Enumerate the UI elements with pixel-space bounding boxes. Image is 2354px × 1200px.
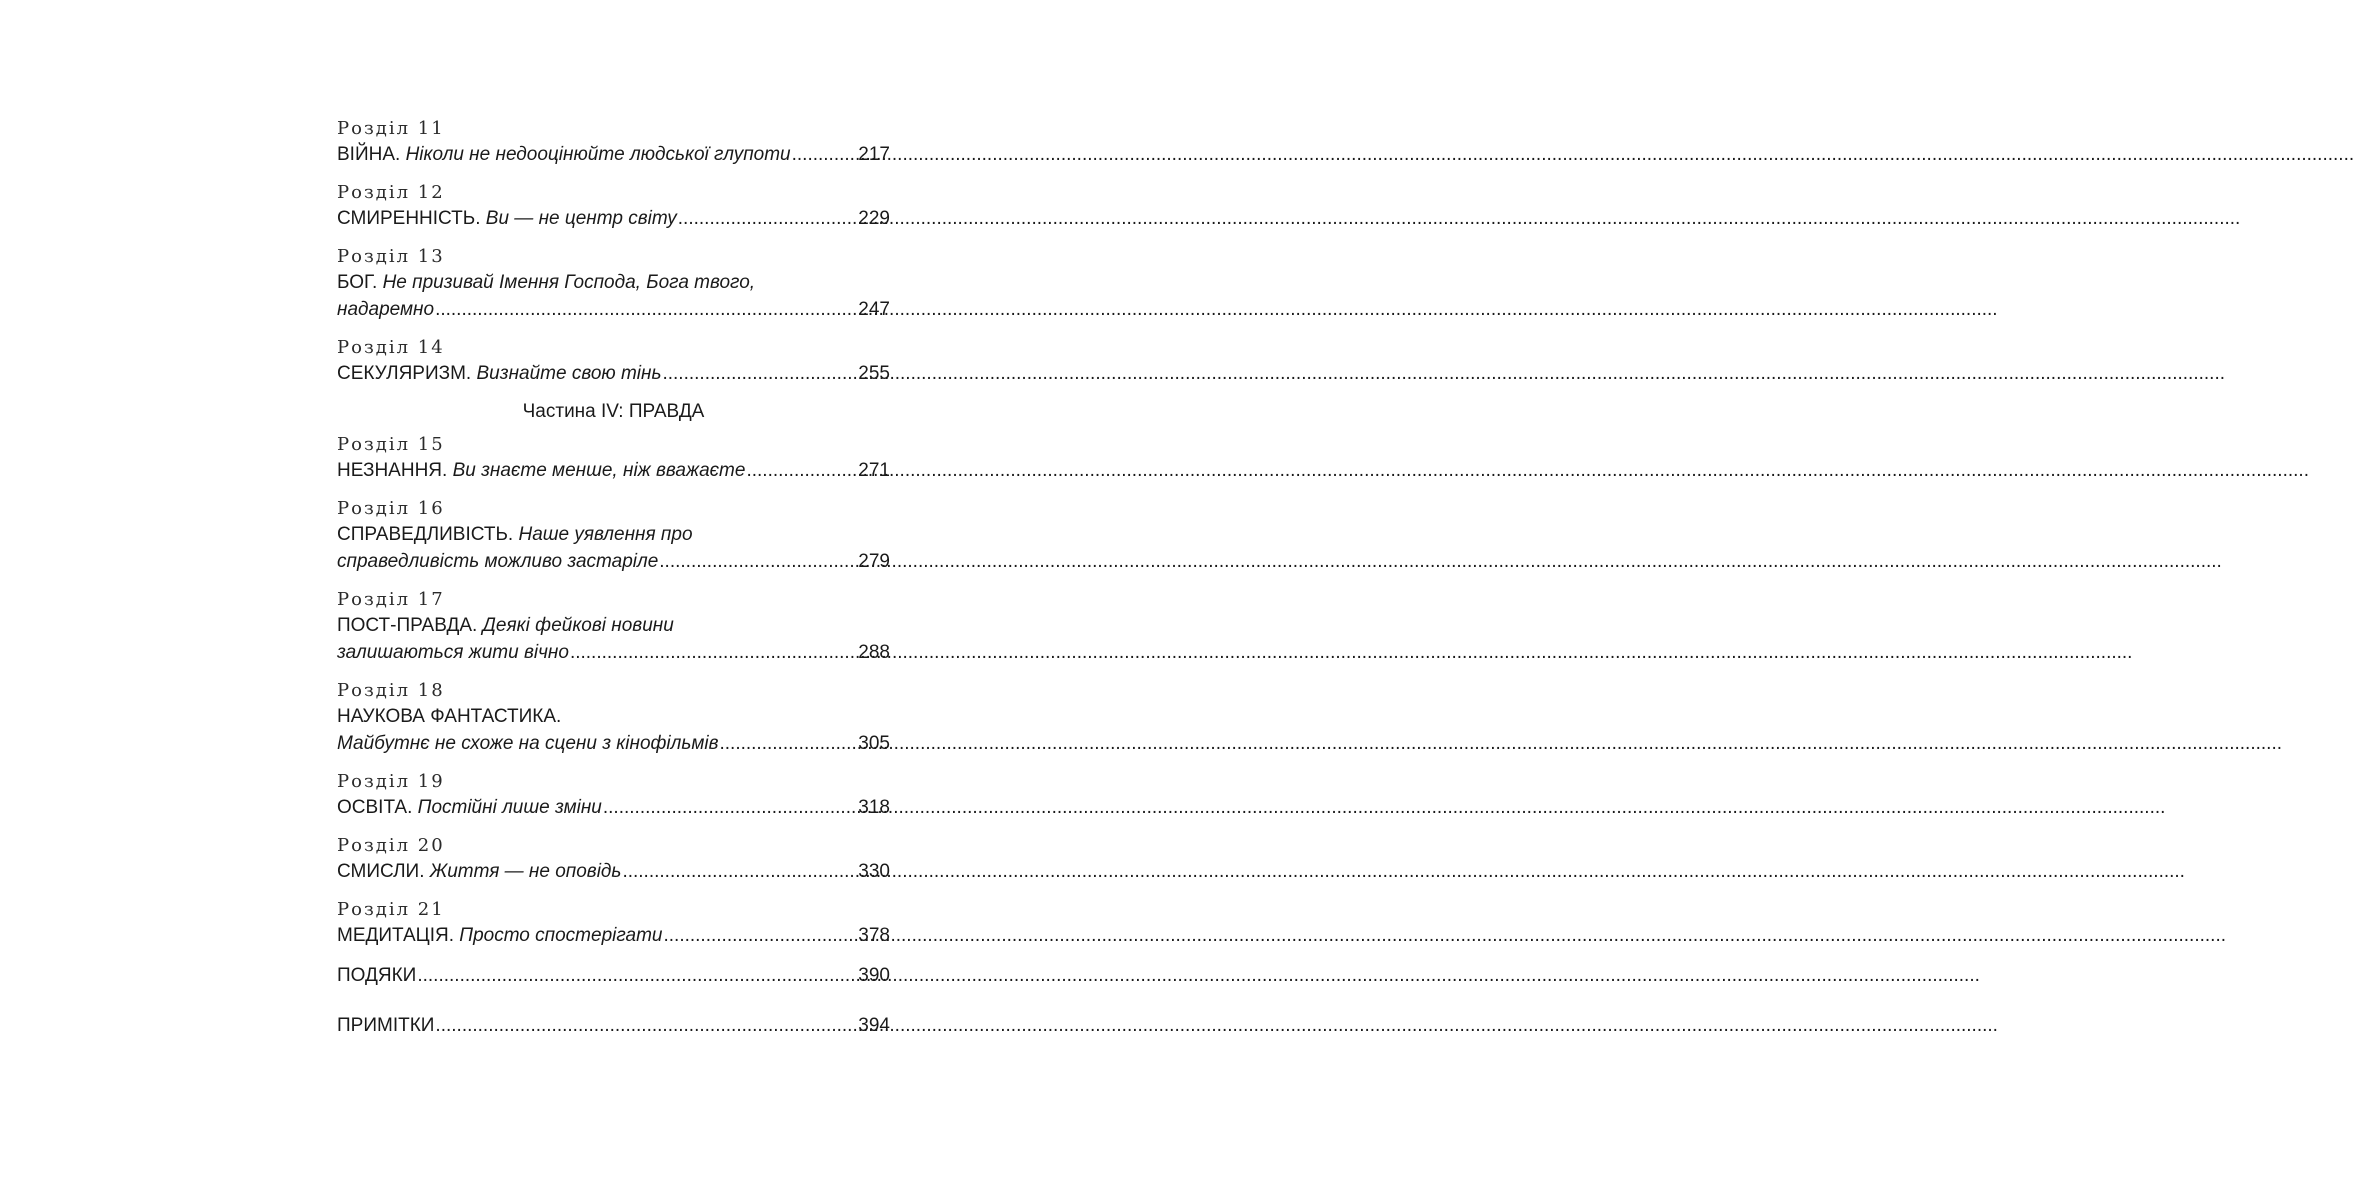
leader-dots <box>570 639 857 666</box>
toc-line <box>337 730 890 757</box>
leader-dots <box>417 962 857 989</box>
page-number: 217 <box>858 144 890 165</box>
toc-line <box>337 703 890 730</box>
leader-dots <box>659 548 857 575</box>
chapter-subtitle: справедливість можливо застаріле <box>337 551 659 572</box>
toc-line <box>337 296 890 323</box>
chapter-label: Розділ 16 <box>337 498 445 519</box>
back-matter-title: ПОДЯКИ <box>337 965 417 986</box>
chapter-subtitle: Ви знаєте менше, ніж вважаєте <box>452 460 746 481</box>
page-number: 288 <box>858 642 890 663</box>
toc-entry-chapter-18 <box>337 679 890 757</box>
chapter-subtitle: Не призивай Імення Господа, Бога твого, <box>382 272 756 293</box>
chapter-label: Розділ 17 <box>337 589 445 610</box>
chapter-title: НАУКОВА ФАНТАСТИКА. <box>337 706 562 727</box>
toc-entry-chapter-13 <box>337 245 890 323</box>
chapter-subtitle: залишаються жити вічно <box>337 642 569 663</box>
chapter-title: СПРАВЕДЛИВІСТЬ. <box>337 524 519 545</box>
toc-entry-chapter-14 <box>337 336 890 387</box>
toc-entry-chapter-20 <box>337 834 890 885</box>
chapter-subtitle: Ніколи не недооцінюйте людської глупоти <box>405 144 791 165</box>
leader-dots <box>435 1012 857 1039</box>
leader-dots <box>663 922 857 949</box>
chapter-subtitle: Життя — не оповідь <box>429 861 622 882</box>
toc-line <box>337 521 890 548</box>
page-number: 255 <box>858 363 890 384</box>
leader-dots <box>435 296 857 323</box>
page-number: 305 <box>858 733 890 754</box>
toc-entry-acknowledgements <box>337 962 890 989</box>
table-of-contents <box>337 117 890 1062</box>
chapter-label: Розділ 12 <box>337 182 445 203</box>
leader-dots <box>622 858 857 885</box>
leader-dots <box>662 360 857 387</box>
chapter-title: ВІЙНА. <box>337 144 406 165</box>
chapter-subtitle: Визнайте свою тінь <box>476 363 662 384</box>
chapter-label: Розділ 21 <box>337 899 445 920</box>
page-number: 390 <box>858 965 890 986</box>
page-number: 330 <box>858 861 890 882</box>
toc-line <box>337 360 890 387</box>
toc-line <box>337 205 890 232</box>
toc-line <box>337 141 890 168</box>
back-matter-title: ПРИМІТКИ <box>337 1015 435 1036</box>
page-number: 318 <box>858 797 890 818</box>
chapter-label: Розділ 15 <box>337 434 445 455</box>
chapter-label: Розділ 20 <box>337 835 445 856</box>
chapter-subtitle: Деякі фейкові новини <box>482 615 674 636</box>
toc-entry-chapter-15 <box>337 433 890 484</box>
chapter-title: ПОСТ-ПРАВДА. <box>337 615 483 636</box>
chapter-label: Розділ 13 <box>337 246 445 267</box>
leader-dots <box>746 457 857 484</box>
toc-line <box>337 922 890 949</box>
leader-dots <box>792 141 858 168</box>
page-number: 279 <box>858 551 890 572</box>
chapter-label: Розділ 11 <box>337 118 445 139</box>
toc-line <box>337 269 890 296</box>
chapter-title: ОСВІТА. <box>337 797 418 818</box>
chapter-label: Розділ 14 <box>337 337 445 358</box>
leader-dots <box>603 794 857 821</box>
chapter-title: НЕЗНАННЯ. <box>337 460 453 481</box>
chapter-subtitle: Ви — не центр світу <box>485 208 677 229</box>
chapter-label: Розділ 18 <box>337 680 445 701</box>
toc-entry-chapter-16 <box>337 497 890 575</box>
chapter-subtitle: Постійні лише зміни <box>417 797 602 818</box>
toc-entry-chapter-19 <box>337 770 890 821</box>
toc-line <box>337 612 890 639</box>
chapter-subtitle: Наше уявлення про <box>518 524 693 545</box>
toc-entry-chapter-21 <box>337 898 890 949</box>
chapter-title: МЕДИТАЦІЯ. <box>337 925 460 946</box>
toc-line <box>337 794 890 821</box>
page-number: 229 <box>858 208 890 229</box>
part-heading: Частина IV: ПРАВДА <box>522 401 705 422</box>
chapter-title: БОГ. <box>337 272 383 293</box>
page-number: 394 <box>858 1015 890 1036</box>
chapter-subtitle: Просто спостерігати <box>459 925 663 946</box>
chapter-title: СМИСЛИ. <box>337 861 430 882</box>
chapter-title: СЕКУЛЯРИЗМ. <box>337 363 477 384</box>
toc-entry-notes <box>337 1012 890 1039</box>
page-number: 271 <box>858 460 890 481</box>
leader-dots <box>678 205 858 232</box>
chapter-title: СМИРЕННІСТЬ. <box>337 208 486 229</box>
chapter-subtitle: Майбутнє не схоже на сцени з кінофільмів <box>337 733 719 754</box>
chapter-label: Розділ 19 <box>337 771 445 792</box>
toc-line <box>337 548 890 575</box>
chapter-subtitle: надаремно <box>337 299 435 320</box>
page-number: 378 <box>858 925 890 946</box>
toc-entry-chapter-12 <box>337 181 890 232</box>
toc-line <box>337 639 890 666</box>
toc-line <box>337 858 890 885</box>
toc-entry-chapter-17 <box>337 588 890 666</box>
page-number: 247 <box>858 299 890 320</box>
toc-line <box>337 457 890 484</box>
toc-entry-chapter-11 <box>337 117 890 168</box>
leader-dots <box>719 730 857 757</box>
